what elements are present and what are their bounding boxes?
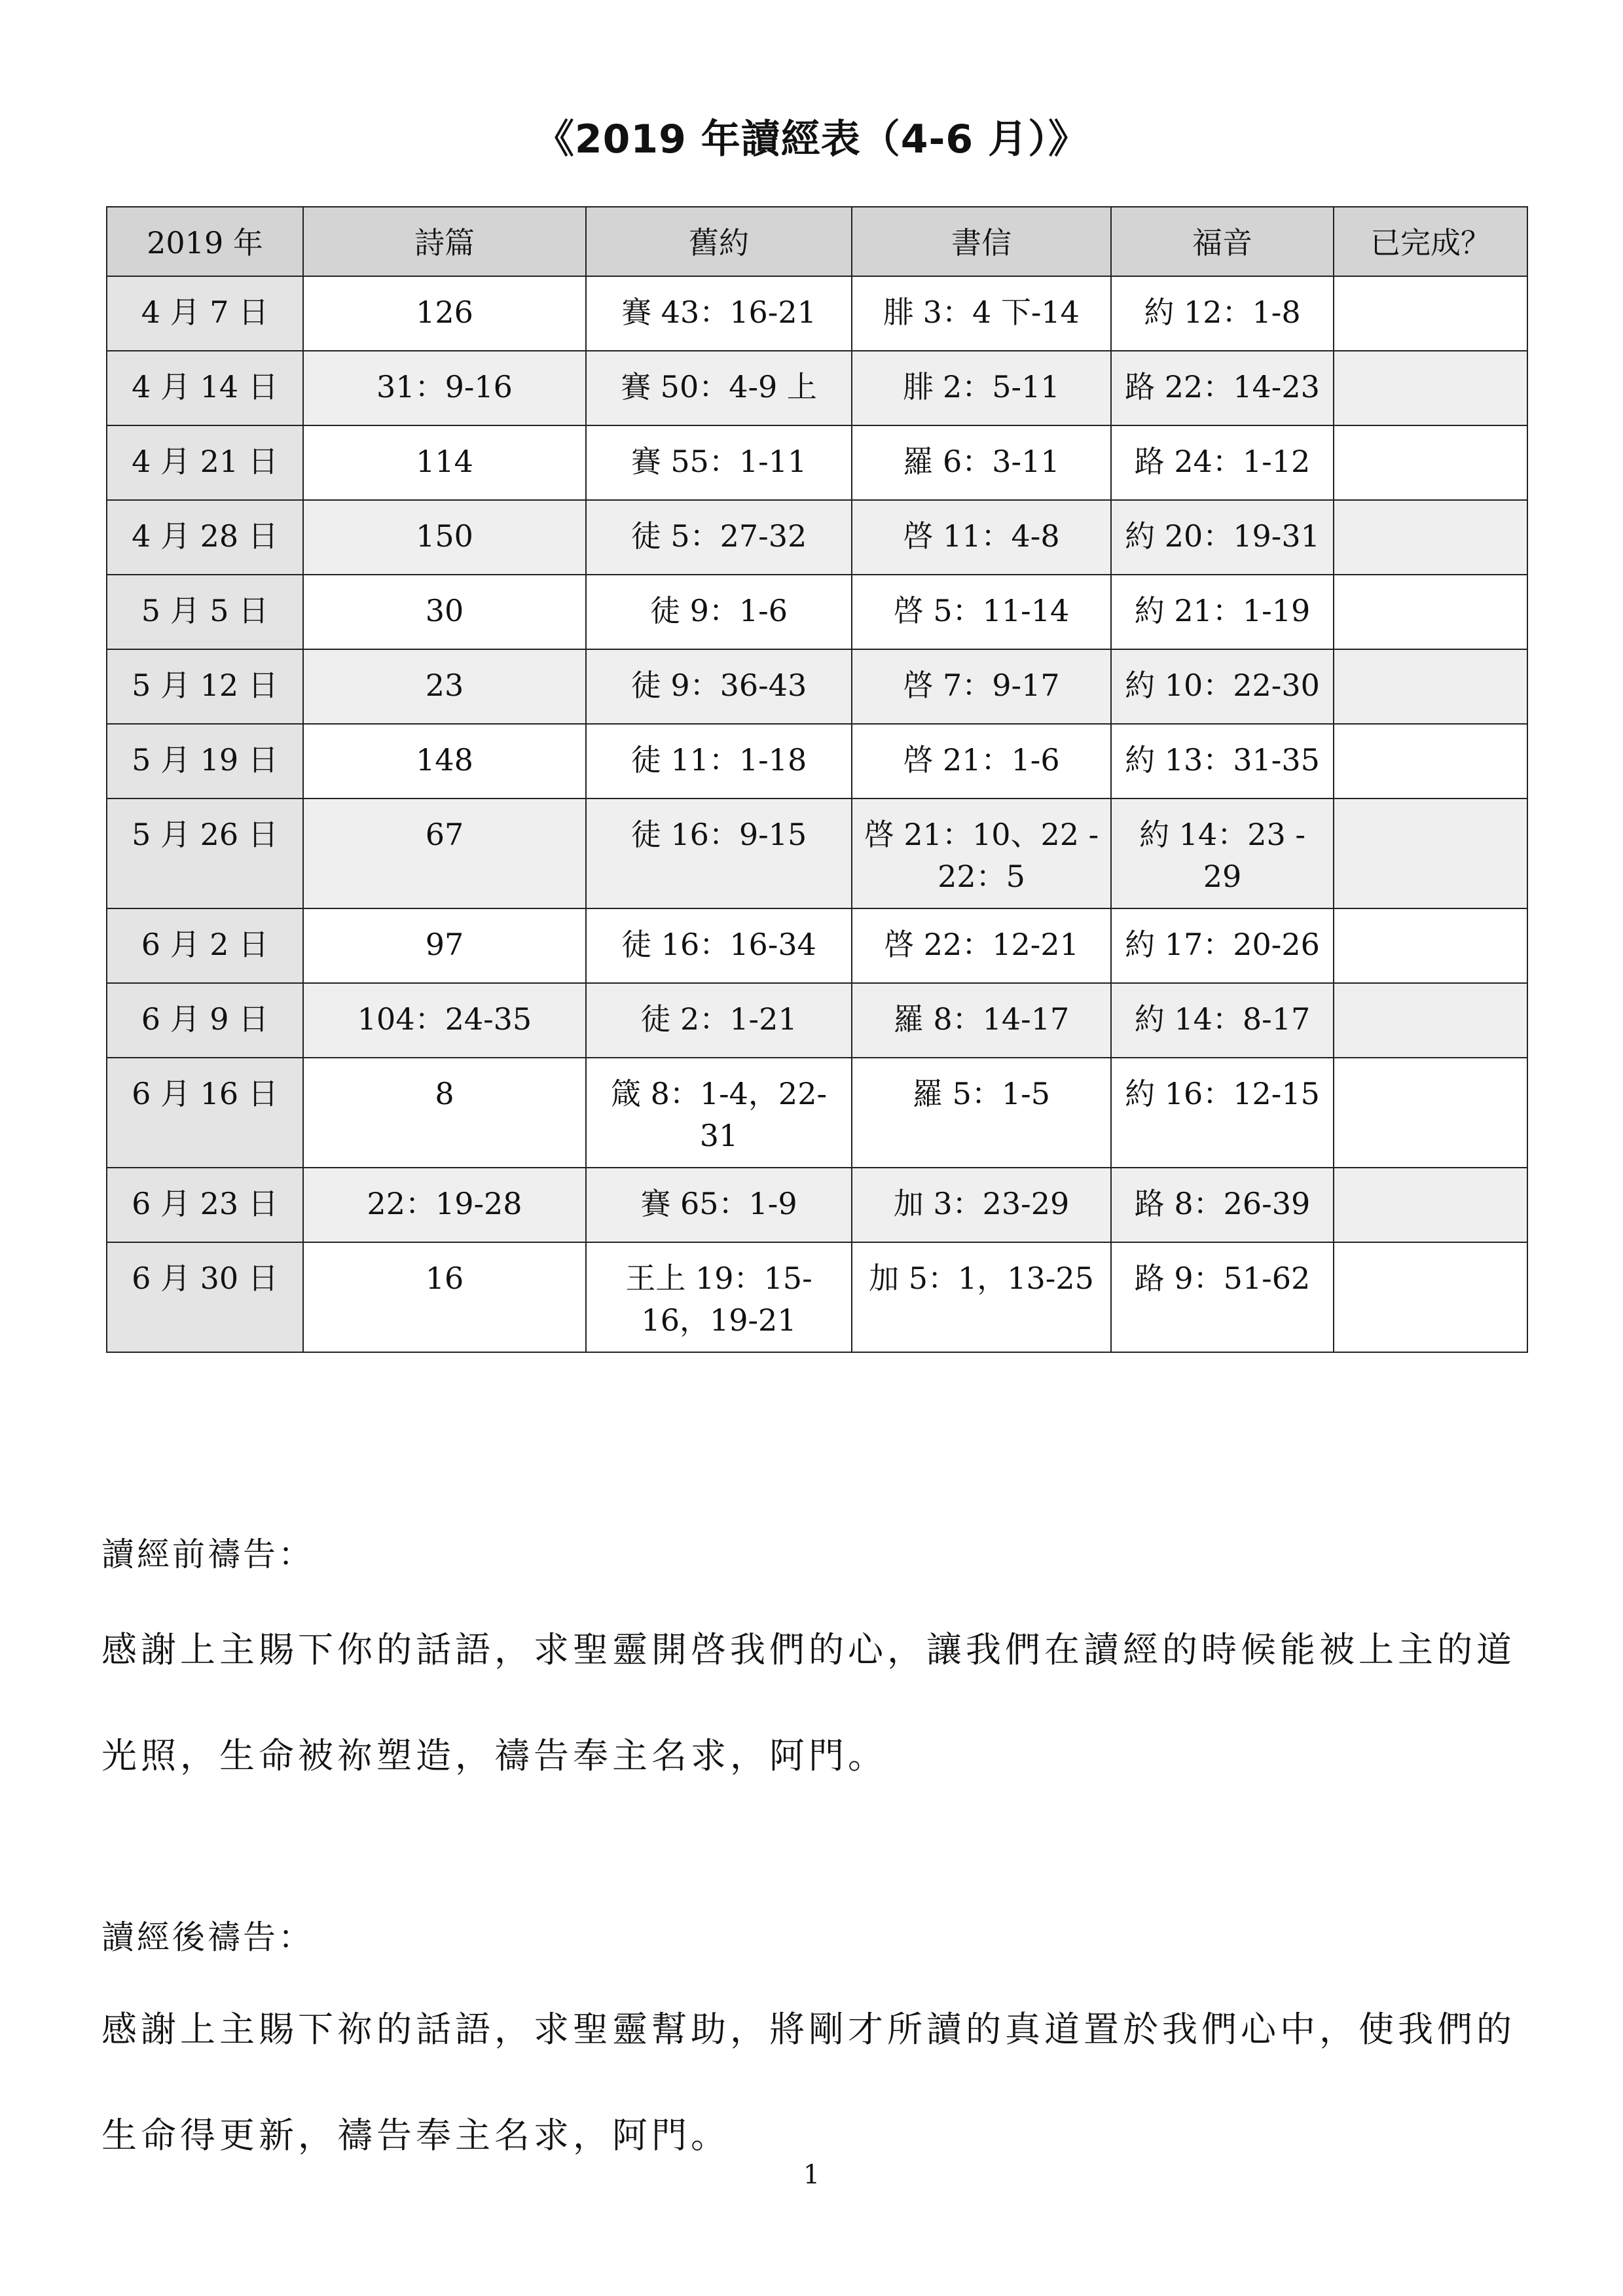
reading-schedule-table bbox=[106, 206, 1528, 1353]
cell-psalms: 148 bbox=[303, 724, 586, 798]
table-row bbox=[107, 798, 1527, 908]
cell-old-testament: 徒 16：9-15 bbox=[586, 798, 852, 908]
table-row bbox=[107, 724, 1527, 798]
cell-gospel: 約 17：20-26 bbox=[1111, 908, 1334, 983]
table-row bbox=[107, 908, 1527, 983]
table-row bbox=[107, 1058, 1527, 1168]
cell-epistle: 啓 21：1-6 bbox=[852, 724, 1111, 798]
cell-date: 4 月 21 日 bbox=[107, 425, 303, 500]
cell-old-testament: 徒 16：16-34 bbox=[586, 908, 852, 983]
cell-date: 5 月 5 日 bbox=[107, 575, 303, 649]
cell-gospel: 路 8：26-39 bbox=[1111, 1168, 1334, 1242]
cell-gospel: 約 21：1-19 bbox=[1111, 575, 1334, 649]
cell-psalms: 22：19-28 bbox=[303, 1168, 586, 1242]
cell-psalms: 104：24-35 bbox=[303, 983, 586, 1058]
cell-date: 4 月 28 日 bbox=[107, 500, 303, 575]
cell-completed-checkbox[interactable] bbox=[1334, 276, 1527, 351]
cell-gospel: 約 16：12-15 bbox=[1111, 1058, 1334, 1168]
header-old-testament: 舊約 bbox=[586, 207, 852, 276]
prayer-after-body: 感謝上主賜下祢的話語，求聖靈幫助，將剛才所讀的真道置於我們心中，使我們的生命得更新，禱告奉主名求，阿門。 bbox=[101, 2009, 1516, 2156]
header-year: 2019 年 bbox=[107, 207, 303, 276]
cell-old-testament: 賽 50：4-9 上 bbox=[586, 351, 852, 425]
table-row bbox=[107, 425, 1527, 500]
cell-epistle: 啓 5：11-14 bbox=[852, 575, 1111, 649]
cell-gospel: 路 24：1-12 bbox=[1111, 425, 1334, 500]
page-number: 1 bbox=[803, 2160, 820, 2190]
cell-epistle: 腓 3：4 下-14 bbox=[852, 276, 1111, 351]
cell-gospel: 約 20：19-31 bbox=[1111, 500, 1334, 575]
table-row bbox=[107, 649, 1527, 724]
cell-gospel: 約 14：8-17 bbox=[1111, 983, 1334, 1058]
cell-date: 6 月 2 日 bbox=[107, 908, 303, 983]
header-epistles: 書信 bbox=[852, 207, 1111, 276]
cell-date: 6 月 9 日 bbox=[107, 983, 303, 1058]
cell-psalms: 150 bbox=[303, 500, 586, 575]
cell-old-testament: 賽 43：16-21 bbox=[586, 276, 852, 351]
cell-completed-checkbox[interactable] bbox=[1334, 425, 1527, 500]
cell-old-testament: 賽 55：1-11 bbox=[586, 425, 852, 500]
cell-epistle: 腓 2：5-11 bbox=[852, 351, 1111, 425]
cell-date: 4 月 14 日 bbox=[107, 351, 303, 425]
cell-completed-checkbox[interactable] bbox=[1334, 1242, 1527, 1352]
cell-psalms: 67 bbox=[303, 798, 586, 908]
cell-old-testament: 徒 9：1-6 bbox=[586, 575, 852, 649]
cell-epistle: 羅 8：14-17 bbox=[852, 983, 1111, 1058]
cell-completed-checkbox[interactable] bbox=[1334, 983, 1527, 1058]
cell-date: 5 月 19 日 bbox=[107, 724, 303, 798]
cell-epistle: 加 3：23-29 bbox=[852, 1168, 1111, 1242]
cell-psalms: 31：9-16 bbox=[303, 351, 586, 425]
cell-completed-checkbox[interactable] bbox=[1334, 351, 1527, 425]
cell-old-testament: 賽 65：1-9 bbox=[586, 1168, 852, 1242]
cell-completed-checkbox[interactable] bbox=[1334, 500, 1527, 575]
cell-completed-checkbox[interactable] bbox=[1334, 1168, 1527, 1242]
prayer-before-body: 感謝上主賜下你的話語，求聖靈開啓我們的心，讓我們在讀經的時候能被上主的道光照，生命被祢塑造，禱告奉主名求，阿門。 bbox=[101, 1629, 1516, 1776]
cell-psalms: 114 bbox=[303, 425, 586, 500]
cell-date: 5 月 26 日 bbox=[107, 798, 303, 908]
cell-old-testament: 徒 11：1-18 bbox=[586, 724, 852, 798]
cell-date: 6 月 16 日 bbox=[107, 1058, 303, 1168]
cell-epistle: 羅 5：1-5 bbox=[852, 1058, 1111, 1168]
table-row bbox=[107, 983, 1527, 1058]
table-row bbox=[107, 1168, 1527, 1242]
cell-completed-checkbox[interactable] bbox=[1334, 1058, 1527, 1168]
cell-gospel: 約 12：1-8 bbox=[1111, 276, 1334, 351]
cell-date: 5 月 12 日 bbox=[107, 649, 303, 724]
cell-date: 4 月 7 日 bbox=[107, 276, 303, 351]
cell-gospel: 約 10：22-30 bbox=[1111, 649, 1334, 724]
cell-epistle: 啓 21：10、22 - 22：5 bbox=[852, 798, 1111, 908]
cell-psalms: 30 bbox=[303, 575, 586, 649]
cell-date: 6 月 23 日 bbox=[107, 1168, 303, 1242]
cell-gospel: 約 13：31-35 bbox=[1111, 724, 1334, 798]
cell-gospel: 路 9：51-62 bbox=[1111, 1242, 1334, 1352]
cell-old-testament: 箴 8：1-4，22-31 bbox=[586, 1058, 852, 1168]
cell-completed-checkbox[interactable] bbox=[1334, 649, 1527, 724]
cell-completed-checkbox[interactable] bbox=[1334, 908, 1527, 983]
cell-psalms: 8 bbox=[303, 1058, 586, 1168]
prayer-before-heading: 讀經前禱告： bbox=[101, 1535, 314, 1573]
table-row bbox=[107, 575, 1527, 649]
header-psalms: 詩篇 bbox=[303, 207, 586, 276]
header-gospels: 福音 bbox=[1111, 207, 1334, 276]
table-row bbox=[107, 276, 1527, 351]
cell-old-testament: 王上 19：15-16，19-21 bbox=[586, 1242, 852, 1352]
cell-gospel: 約 14：23 - 29 bbox=[1111, 798, 1334, 908]
cell-epistle: 啓 7：9-17 bbox=[852, 649, 1111, 724]
cell-epistle: 啓 22：12-21 bbox=[852, 908, 1111, 983]
table-row bbox=[107, 1242, 1527, 1352]
table-row bbox=[107, 500, 1527, 575]
cell-psalms: 126 bbox=[303, 276, 586, 351]
cell-psalms: 97 bbox=[303, 908, 586, 983]
cell-old-testament: 徒 9：36-43 bbox=[586, 649, 852, 724]
header-completed: 已完成？ bbox=[1334, 207, 1527, 276]
cell-completed-checkbox[interactable] bbox=[1334, 798, 1527, 908]
page-title: 《2019 年讀經表（4-6 月）》 bbox=[534, 117, 1089, 162]
prayer-after-heading: 讀經後禱告： bbox=[101, 1918, 314, 1956]
table-row bbox=[107, 351, 1527, 425]
cell-old-testament: 徒 2：1-21 bbox=[586, 983, 852, 1058]
cell-epistle: 啓 11：4-8 bbox=[852, 500, 1111, 575]
cell-psalms: 16 bbox=[303, 1242, 586, 1352]
cell-epistle: 羅 6：3-11 bbox=[852, 425, 1111, 500]
cell-epistle: 加 5：1，13-25 bbox=[852, 1242, 1111, 1352]
cell-completed-checkbox[interactable] bbox=[1334, 724, 1527, 798]
cell-completed-checkbox[interactable] bbox=[1334, 575, 1527, 649]
cell-psalms: 23 bbox=[303, 649, 586, 724]
cell-date: 6 月 30 日 bbox=[107, 1242, 303, 1352]
cell-old-testament: 徒 5：27-32 bbox=[586, 500, 852, 575]
cell-gospel: 路 22：14-23 bbox=[1111, 351, 1334, 425]
table-header-row bbox=[107, 207, 1527, 276]
